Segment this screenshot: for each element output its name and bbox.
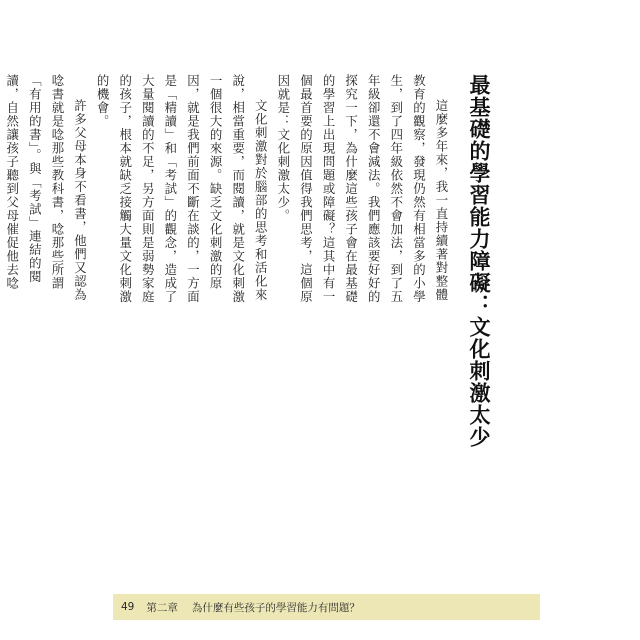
paragraph-1: 這麼多年來，我一直持續著對整體教育的觀察，發現仍然有相當多的小學生，到了四年級依然不會加法，到了五年級卻還不會減法。我們應該要好好的探究一下，為什麼這些孩子會在最基礎的學習上出現問題或障礙？這其中有一個最首要的原因值得我們思考，這個原因就是：文化刺激太少。 <box>275 74 449 304</box>
page-number: 49 <box>121 601 135 613</box>
chapter-title: 為什麼有些孩子的學習能力有問題？ <box>191 601 360 614</box>
vertical-text-block <box>0 74 492 586</box>
paragraph-3: 許多父母本身不看書，他們又認為唸書就是唸那些教科書，唸那些所謂「有用的書」。與「考試」連結的閱讀，自然讓孩子聽到父母催促他去唸 <box>4 74 88 302</box>
chapter-label: 第二章 <box>146 601 178 614</box>
section-heading: 最基礎的學習能力障礙：文化刺激太少 <box>467 74 491 448</box>
paragraph-2: 文化刺激對於腦部的思考和活化來說，相當重要，而閱讀，就是文化刺激一個很大的來源。缺乏文化刺激的原因，就是我們前面不斷在談的，一方面是「精讀」和「考試」的觀念，造成了大量閱讀的不足，另方面則是弱勢家庭的孩子，根本就缺乏接觸大量文化刺激的機會。 <box>95 74 269 304</box>
running-footer <box>113 594 540 620</box>
body-text <box>0 74 452 306</box>
